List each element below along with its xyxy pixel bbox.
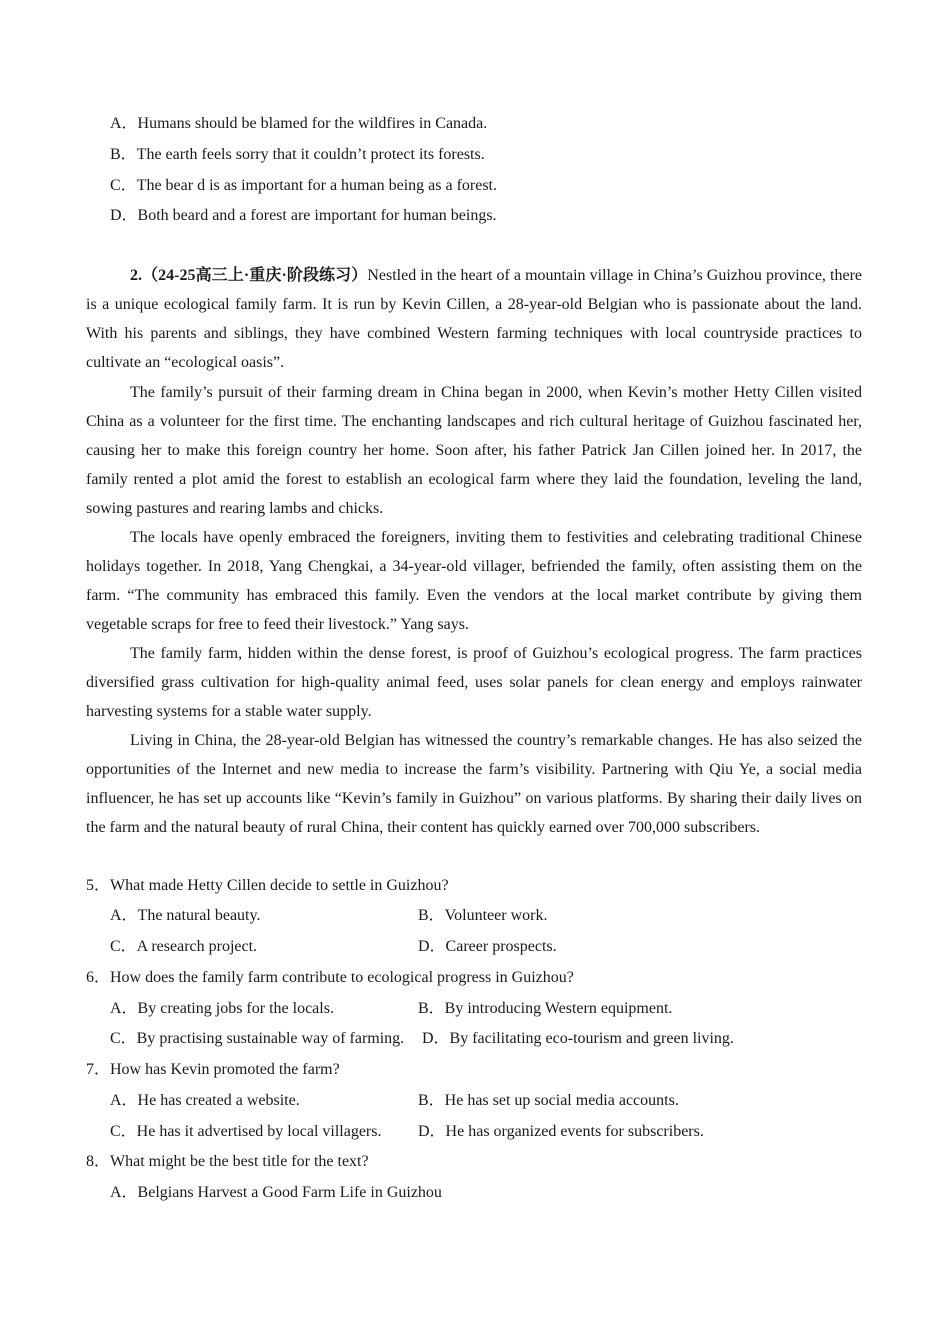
question-7-option-c: C．He has it advertised by local villagers. — [110, 1123, 382, 1140]
passage-paragraph-2: The family’s pursuit of their farming dream in China began in 2000, when Kevin’s mother Hetty Cillen visited China as a volunteer for the first time. The enchanting landscapes and rich cultural heritage of Guizhou fascinated her, causing her to make this foreign country her home. Soon after, his father Patrick Jan Cillen joined her. In 2017, the family rented a plot amid the forest to establish an ecological farm where they laid the foundation, leveling the land, sowing pastures and rearing lambs and chicks. — [86, 384, 862, 517]
question-7-option-b: B．He has set up social media accounts. — [418, 1092, 679, 1109]
question-5-option-b: B．Volunteer work. — [418, 907, 548, 924]
question-7-option-d: D．He has organized events for subscribers. — [418, 1123, 704, 1140]
question-6-option-b: B．By introducing Western equipment. — [418, 1000, 673, 1017]
question-7-stem: 7．How has Kevin promoted the farm? — [86, 1061, 340, 1078]
question-6-option-d: D．By facilitating eco-tourism and green living. — [422, 1030, 734, 1047]
question-5-stem: 5．What made Hetty Cillen decide to settle in Guizhou? — [86, 877, 449, 894]
passage-paragraph-3: The locals have openly embraced the foreigners, inviting them to festivities and celebrating traditional Chinese holidays together. In 2018, Yang Chengkai, a 34-year-old villager, befriended the family, often assisting them on the farm. “The community has embraced this family. Even the vendors at the local market contribute by giving them vegetable scraps for free to feed their livestock.” Yang says. — [86, 529, 862, 633]
passage-paragraph-1-text: Nestled in the heart of a mountain village in China’s Guizhou province, there is a unique ecological family farm. It is run by Kevin Cillen, a 28-year-old Belgian who is passionate about the land. With his parents and siblings, they have combined Western farming techniques with local countryside practices to cultivate an “ecological oasis”. — [86, 267, 862, 371]
prev-option-a: A．Humans should be blamed for the wildfires in Canada. — [110, 115, 488, 132]
prev-option-c: C．The bear d is as important for a human being as a forest. — [110, 177, 498, 194]
question-6-option-c: C．By practising sustainable way of farming. — [110, 1030, 405, 1047]
question-6-stem: 6．How does the family farm contribute to ecological progress in Guizhou? — [86, 969, 574, 986]
question-6-option-a: A．By creating jobs for the locals. — [110, 1000, 334, 1017]
question-5-option-c: C．A research project. — [110, 938, 258, 955]
prev-option-d: D．Both beard and a forest are important for human beings. — [110, 207, 497, 224]
passage-paragraph-1 — [86, 261, 862, 377]
passage-source: （24-25高三上·重庆·阶段练习） — [142, 267, 368, 284]
question-5-option-a: A．The natural beauty. — [110, 907, 261, 924]
question-5-option-d: D．Career prospects. — [418, 938, 557, 955]
question-8-stem: 8．What might be the best title for the text? — [86, 1153, 369, 1170]
passage-paragraph-4: The family farm, hidden within the dense forest, is proof of Guizhou’s ecological progress. The farm practices diversified grass cultivation for high-quality animal feed, uses solar panels for clean energy and employs rainwater harvesting systems for a stable water supply. — [86, 645, 862, 720]
question-7-option-a: A．He has created a website. — [110, 1092, 300, 1109]
question-8-option-a: A．Belgians Harvest a Good Farm Life in Guizhou — [110, 1184, 442, 1201]
passage-number: 2. — [130, 267, 142, 284]
passage-paragraph-5: Living in China, the 28-year-old Belgian has witnessed the country’s remarkable changes. He has also seized the opportunities of the Internet and new media to increase the farm’s visibility. Partnering with Qiu Ye, a social media influencer, he has set up accounts like “Kevin’s family in Guizhou” on various platforms. By sharing their daily lives on the farm and the natural beauty of rural China, their content has quickly earned over 700,000 subscribers. — [86, 732, 862, 836]
prev-option-b: B．The earth feels sorry that it couldn’t protect its forests. — [110, 146, 485, 163]
